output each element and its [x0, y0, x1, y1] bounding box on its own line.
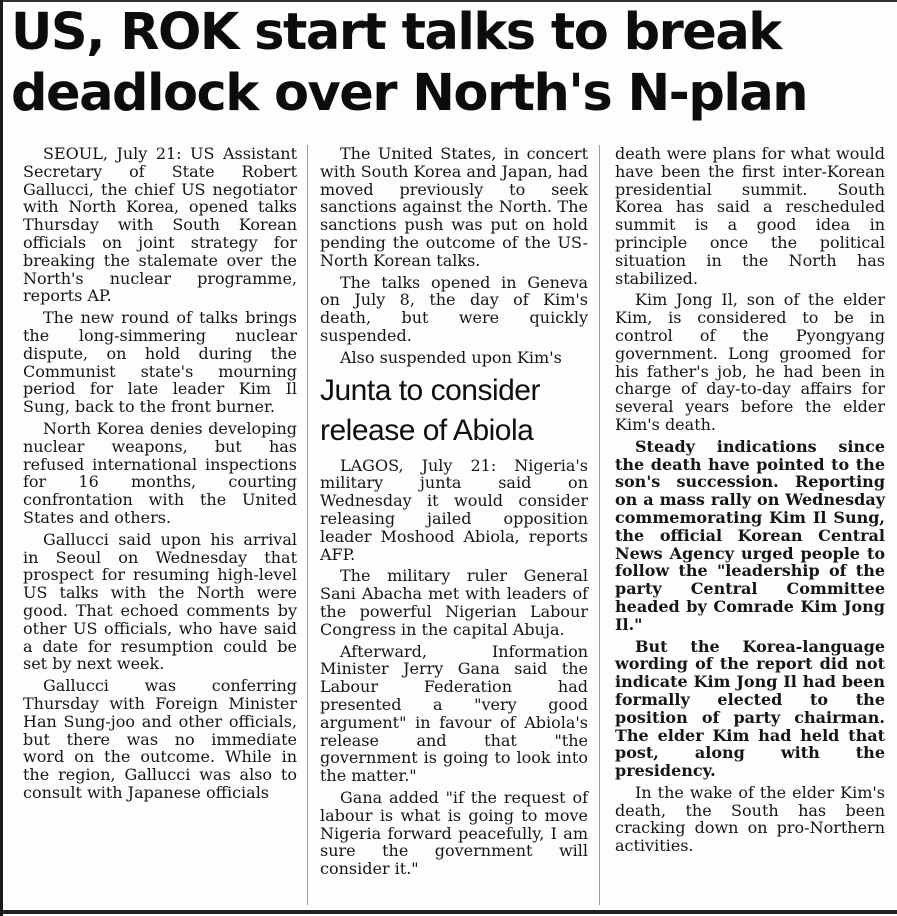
paragraph: The new round of talks brings the long-simmering nuclear dispute, on hold during the Communist state's mourning period for late leader Kim Il Sung, back to the front burner. — [23, 308, 297, 417]
paragraph: SEOUL, July 21: US Assistant Secretary of State Robert Gallucci, the chief US negotiator with North Korea, opened talks Thursday with South Korean officials on joint strategy for breaking the stalemate over the North's nuclear programme, reports AP. — [23, 144, 297, 306]
sidebar-headline-line-1: Junta to consider — [320, 373, 540, 407]
main-headline — [11, 2, 891, 124]
paragraph: Afterward, Information Minister Jerry Gana said the Labour Federation had presented a "very good argument" in favour of Abiola's release and that "the government is going to look into the matter." — [320, 641, 588, 786]
column-divider — [307, 145, 308, 905]
paragraph: Gallucci was conferring Thursday with Foreign Minister Han Sung-joo and other officials, but there was no immediate word on the outcome. While in the region, Gallucci was also to consult with Japanese officials — [23, 676, 297, 802]
paragraph: Gana added "if the request of labour is what is going to move Nigeria forward peacefully, I am sure the government will consider it." — [320, 787, 588, 879]
sidebar-headline-line-2: release of Abiola — [320, 413, 534, 447]
paragraph: LAGOS, July 21: Nigeria's military junta said on Wednesday it would consider releasing jailed opposition leader Moshood Abiola, reports AFP. — [320, 455, 588, 564]
paragraph: The United States, in concert with South Korea and Japan, had moved previously to seek sanctions against the North. The sanctions push was put on hold pending the outcome of the US-North Korean talks. — [320, 144, 588, 270]
bottom-rule — [3, 910, 897, 914]
paragraph: Also suspended upon Kim's — [340, 347, 562, 367]
paragraph: The talks opened in Geneva on July 8, the day of Kim's death, but were quickly suspended. — [320, 272, 588, 345]
sidebar-headline — [320, 371, 588, 451]
paragraph: Gallucci said upon his arrival in Seoul on Wednesday that prospect for resuming high-level US talks with the North were good. That echoed comments by other US officials, who have said a date for resumption could be set by next week. — [23, 529, 297, 674]
paragraph: death were plans for what would have been the first inter-Korean presidential summit. South Korea has said a rescheduled summit is a good idea in principle once the political situation in the North has stabilized. — [615, 144, 885, 288]
paragraph: Kim Jong Il, son of the elder Kim, is considered to be in control of the Pyongyang government. Long groomed for his father's job, he had been in charge of day-to-day affairs for several years before the elder Kim's death. — [615, 290, 885, 434]
column-divider — [599, 145, 600, 905]
paragraph: In the wake of the elder Kim's death, the South has been cracking down on pro-Northern activities. — [615, 782, 885, 856]
paragraph: North Korea denies developing nuclear weapons, but has refused international inspections for 16 months, courting confrontation with the United States and others. — [23, 418, 297, 527]
column-2 — [320, 145, 588, 882]
paragraph: But the Korea-language wording of the report did not indicate Kim Jong Il had been formally elected to the position of party chairman. The elder Kim had held that post, along with the presidency. — [615, 636, 885, 781]
column-1 — [23, 145, 297, 806]
paragraph: Steady indications since the death have pointed to the son's succession. Reporting on a mass rally on Wednesday commemorating Kim Il Sung, the official Korean Central News Agency urged people to follow the "leadership of the party Central Committee headed by Comrade Kim Jong Il." — [615, 436, 885, 634]
paragraph: The military ruler General Sani Abacha met with leaders of the powerful Nigerian Labour Congress in the capital Abuja. — [320, 566, 588, 639]
column-3 — [615, 145, 885, 859]
headline-line-1: US, ROK start talks to break — [11, 3, 781, 62]
headline-line-2: deadlock over North's N-plan — [11, 64, 808, 123]
